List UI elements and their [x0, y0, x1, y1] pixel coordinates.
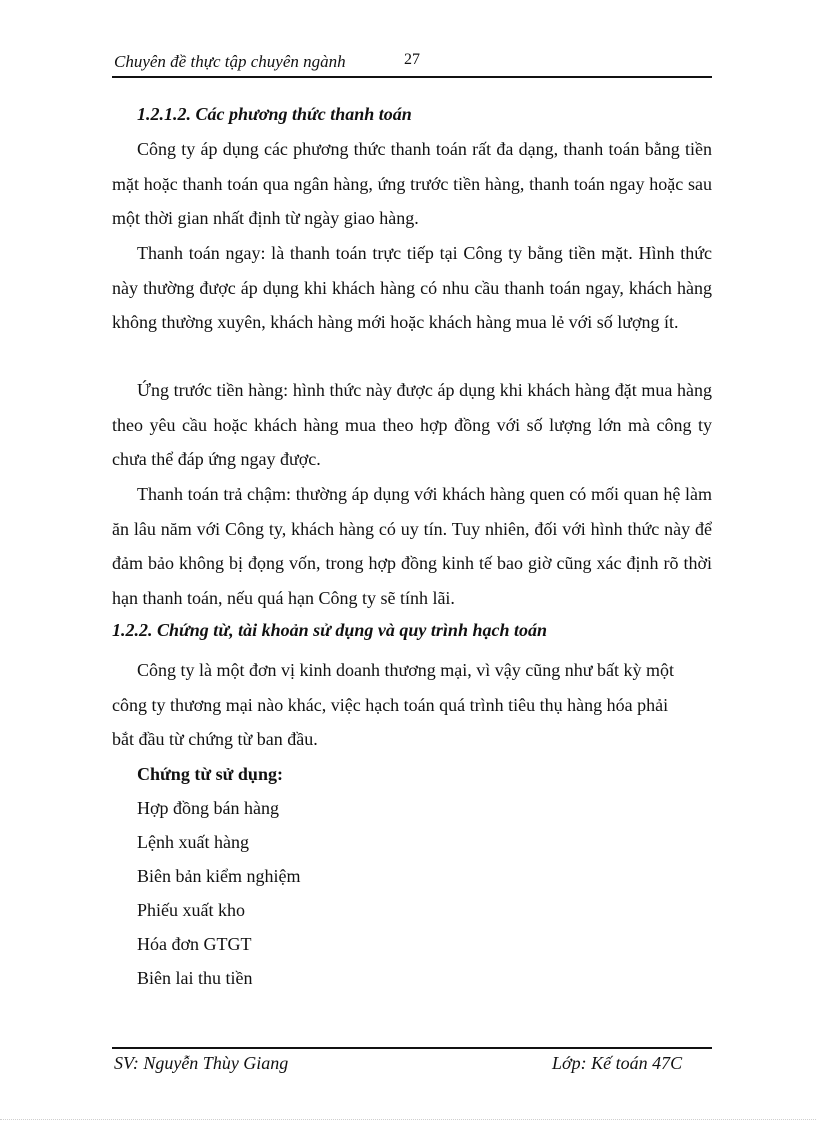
paragraph-immediate-payment: Thanh toán ngay: là thanh toán trực tiếp tại Công ty bằng tiền mặt. Hình thức này thường được áp dụng khi khách hàng có nhu cầu thanh toán ngay, khách hàng không thường xuyên, khách hàng mới hoặc khách hàng mua lẻ với số lượng ít. [112, 243, 712, 332]
list-item: Biên bản kiểm nghiệm [137, 866, 301, 886]
list-item: Hợp đồng bán hàng [137, 798, 279, 818]
page-edge-divider [0, 1119, 816, 1120]
page-footer [112, 1047, 712, 1073]
paragraph-advance-payment: Ứng trước tiền hàng: hình thức này được áp dụng khi khách hàng đặt mua hàng theo yêu cầu hoặc khách hàng mua theo hợp đồng với số lượng lớn mà công ty chưa thể đáp ứng ngay được. [112, 380, 712, 469]
footer-student: SV: Nguyễn Thùy Giang [114, 1053, 289, 1073]
section-heading-payment-methods: 1.2.1.2. Các phương thức thanh toán [137, 104, 412, 124]
paragraph-deferred-payment: Thanh toán trả chậm: thường áp dụng với khách hàng quen có mối quan hệ làm ăn lâu năm với Công ty, khách hàng có uy tín. Tuy nhiên, đối với hình thức này để đảm bảo không bị đọng vốn, trong hợp đồng kinh tế bao giờ cũng xác định rõ thời hạn thanh toán, nếu quá hạn Công ty sẽ tính lãi. [112, 484, 712, 608]
documents-label: Chứng từ sử dụng: [137, 764, 283, 784]
list-item: Biên lai thu tiền [137, 968, 253, 988]
header-title: Chuyên đề thực tập chuyên ngành [114, 52, 346, 71]
list-item: Hóa đơn GTGT [137, 934, 252, 954]
paragraph-company-intro: Công ty là một đơn vị kinh doanh thương mại, vì vậy cũng như bất kỳ một công ty thương mại nào khác, việc hạch toán quá trình tiêu thụ hàng hóa phải bắt đầu từ chứng từ ban đầu. [112, 660, 675, 749]
list-item: Lệnh xuất hàng [137, 832, 249, 852]
footer-class: Lớp: Kế toán 47C [552, 1053, 683, 1073]
section-heading-documents-accounts: 1.2.2. Chứng từ, tài khoản sử dụng và quy trình hạch toán [112, 620, 547, 640]
list-item: Phiếu xuất kho [137, 900, 245, 920]
paragraph-payment-overview: Công ty áp dụng các phương thức thanh toán rất đa dạng, thanh toán bằng tiền mặt hoặc thanh toán qua ngân hàng, ứng trước tiền hàng, thanh toán ngay hoặc sau một thời gian nhất định từ ngày giao hàng. [112, 139, 712, 228]
page-header [112, 50, 712, 78]
page-number: 27 [404, 51, 420, 68]
